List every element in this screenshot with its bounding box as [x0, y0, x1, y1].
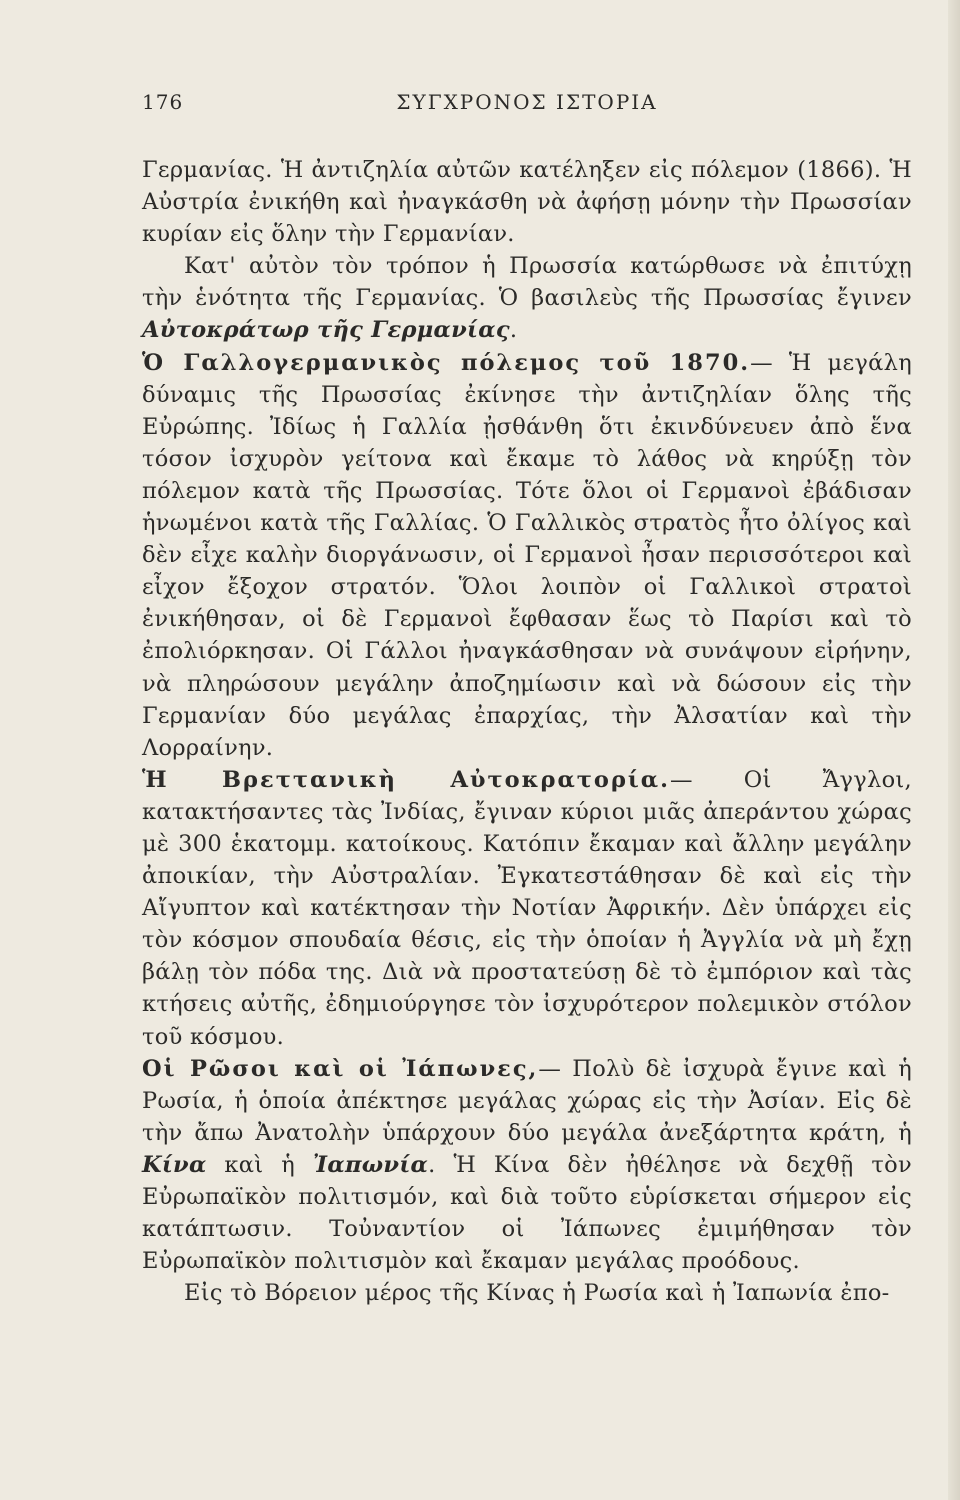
- page-header: [142, 90, 912, 120]
- paragraph-text: Εἰς τὸ Βόρειον μέρος τῆς Κίνας ἡ Ρωσία καὶ ἡ Ἰαπωνία ἐπο-: [184, 1280, 890, 1307]
- paragraph-text: καὶ ἡ: [206, 1151, 313, 1178]
- paragraph-text: — Πολὺ δὲ ἰσχυρὰ ἔγινε καὶ ἡ Ρωσία, ἡ ὁποία ἀπέκτησε μεγάλας χώρας εἰς τὴν Ἀσίαν. Εἰς δὲ τὴν ἄπω Ἀνατολὴν ὑπάρχουν δύο μεγάλα ἀνεξάρτητα κράτη, ἡ: [142, 1055, 912, 1146]
- section-russians-japanese: [142, 1053, 912, 1278]
- page-edge-shadow: [948, 0, 960, 1500]
- paragraph-text: Κατ' αὐτὸν τὸν τρόπον ἡ Πρωσσία κατώρθωσε νὰ ἐπιτύχῃ τὴν ἑνότητα τῆς Γερμανίας. Ὁ βασιλεὺς τῆς Πρωσσίας ἔγινεν: [142, 253, 912, 312]
- section-heading: Οἱ Ρῶσοι καὶ οἱ Ἰάπωνες,: [142, 1055, 539, 1082]
- section-heading: Ἡ Βρεττανικὴ Αὐτοκρατορία.: [142, 766, 670, 793]
- paragraph-continuation: [142, 154, 912, 250]
- paragraph-prussia-unity: [142, 250, 912, 346]
- paragraph-final: [142, 1277, 912, 1309]
- paragraph-text: .: [509, 317, 518, 344]
- section-heading: Ὁ Γαλλογερμανικὸς πόλεμος τοῦ 1870.: [142, 349, 751, 376]
- body-text: [142, 154, 912, 1309]
- running-title: ΣΥΓΧΡΟΝΟΣ ΙΣΤΟΡΙΑ: [396, 90, 658, 114]
- section-british-empire: [142, 764, 912, 1053]
- section-franco-prussian-war: [142, 347, 912, 764]
- emphasis-text: Κίνα: [142, 1151, 207, 1178]
- paragraph-text: . Ἡ Κίνα δὲν ἠθέλησε νὰ δεχθῇ τὸν Εὐρωπαϊκὸν πολιτισμόν, καὶ διὰ τοῦτο εὑρίσκεται σήμερον εἰς κατάπτωσιν. Τοὐναντίον οἱ Ἰάπωνες ἐμιμήθησαν τὸν Εὐρωπαϊκὸν πολιτισμὸν καὶ ἔκαμαν μεγάλας προόδους.: [142, 1151, 912, 1275]
- paragraph-text: — Οἱ Ἄγγλοι, κατακτήσαντες τὰς Ἰνδίας, ἔγιναν κύριοι μιᾶς ἀπεράντου χώρας μὲ 300 ἑκατομμ. κατοίκους. Κατόπιν ἔκαμαν καὶ ἄλλην μεγάλην ἀποικίαν, τὴν Αὐστραλίαν. Ἐγκατεστάθησαν δὲ καὶ εἰς τὴν Αἴγυπτον καὶ κατέκτησαν τὴν Νοτίαν Ἀφρικήν. Δὲν ὑπάρχει εἰς τὸν κόσμον σπουδαία θέσις, εἰς τὴν ὁποίαν ἡ Ἀγγλία νὰ μὴ ἔχῃ βάλῃ τὸν πόδα της. Διὰ νὰ προστατεύσῃ δὲ τὸ ἐμπόριον καὶ τὰς κτήσεις αὐτῆς, ἐδημιούργησε τὸν ἰσχυρότερον πολεμικὸν στόλον τοῦ κόσμου.: [142, 766, 912, 1050]
- emphasis-text: Αὐτοκράτωρ τῆς Γερμανίας: [142, 317, 510, 344]
- emphasis-text: Ἰαπωνία: [312, 1151, 429, 1178]
- page-number: 176: [142, 90, 184, 114]
- paragraph-text: — Ἡ μεγάλη δύναμις τῆς Πρωσσίας ἐκίνησε τὴν ἀντιζηλίαν ὅλης τῆς Εὐρώπης. Ἰδίως ἡ Γαλλία ᾐσθάνθη ὅτι ἐκινδύνευεν ἀπὸ ἕνα τόσον ἰσχυρὸν γείτονα καὶ ἔκαμε τὸ λάθος νὰ κηρύξῃ τὸν πόλεμον κατὰ τῆς Πρωσσίας. Τότε ὅλοι οἱ Γερμανοὶ ἐβάδισαν ἡνωμένοι κατὰ τῆς Γαλλίας. Ὁ Γαλλικὸς στρατὸς ἦτο ὀλίγος καὶ δὲν εἶχε καλὴν διοργάνωσιν, οἱ Γερμανοὶ ἦσαν περισσότεροι καὶ εἶχον ἔξοχον στρατόν. Ὅλοι λοιπὸν οἱ Γαλλικοὶ στρατοὶ ἐνικήθησαν, οἱ δὲ Γερμανοὶ ἔφθασαν ἕως τὸ Παρίσι καὶ τὸ ἐπολιόρκησαν. Οἱ Γάλλοι ἠναγκάσθησαν νὰ συνάψουν εἰρήνην, νὰ πληρώσουν μεγάλην ἀποζημίωσιν καὶ νὰ δώσουν εἰς τὴν Γερμανίαν δύο μεγάλας ἐπαρχίας, τὴν Ἀλσατίαν καὶ τὴν Λορραίνην.: [142, 349, 912, 761]
- paragraph-text: Γερμανίας. Ἡ ἀντιζηλία αὐτῶν κατέληξεν εἰς πόλεμον (1866). Ἡ Αὐστρία ἐνικήθη καὶ ἠναγκάσθη νὰ ἀφήσῃ μόνην τὴν Πρωσσίαν κυρίαν εἰς ὅλην τὴν Γερμανίαν.: [142, 157, 912, 248]
